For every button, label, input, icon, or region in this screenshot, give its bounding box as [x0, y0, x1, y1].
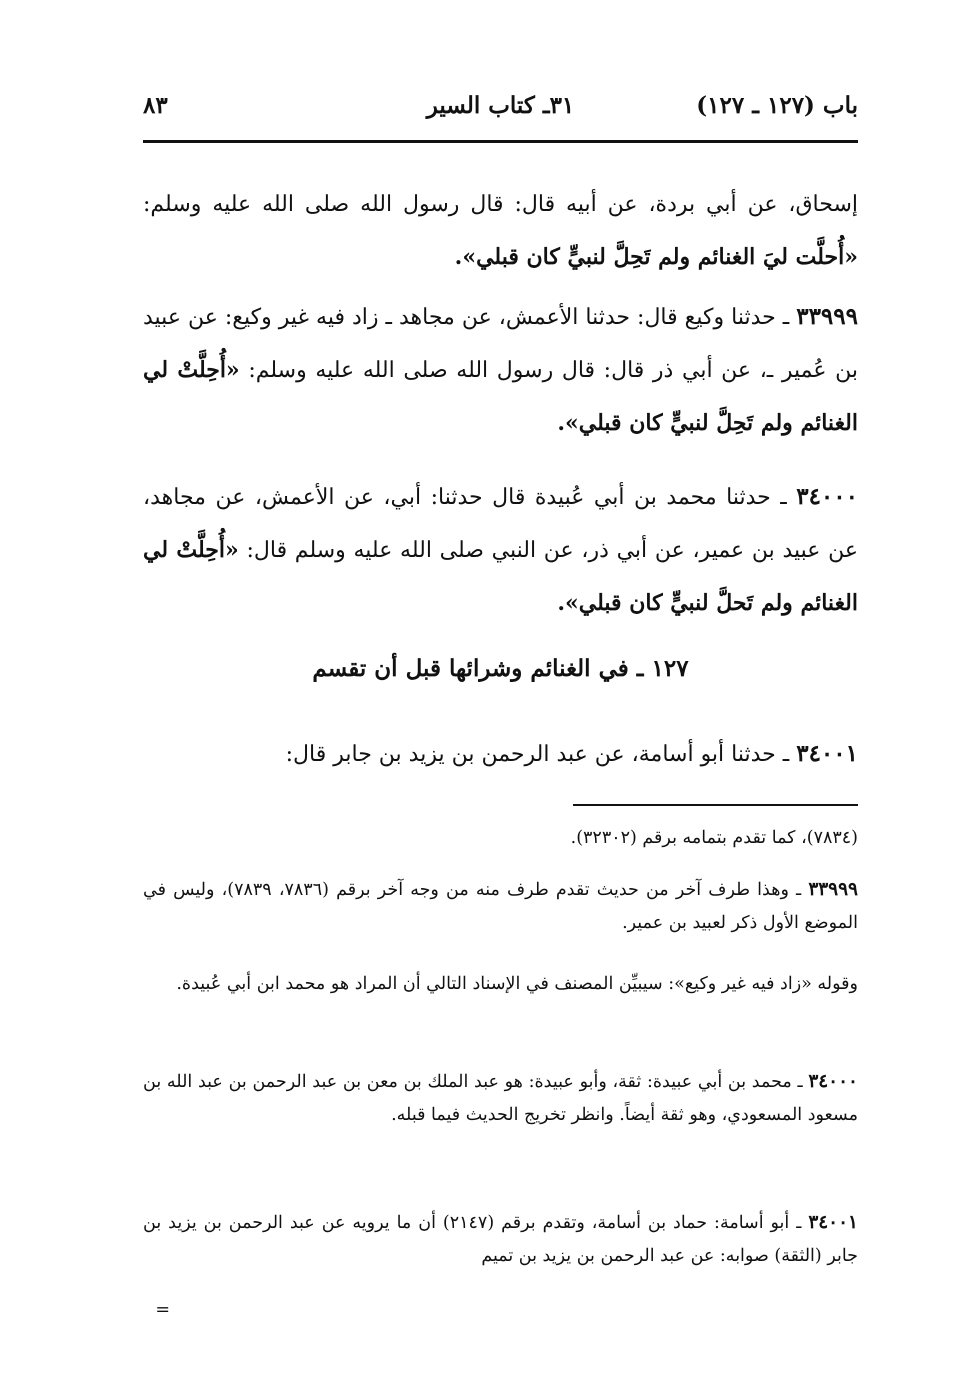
footnote-number: ٣٣٩٩٩	[808, 879, 858, 900]
footnote-text: ـ أبو أسامة: حماد بن أسامة، وتقدم برقم (٢١٤٧) أن ما يرويه عن عبد الرحمن بن يزيد بن جابر (الثقة) صوابه: عن عبد الرحمن بن يزيد بن تميم	[143, 1213, 858, 1266]
hadith-34000	[143, 470, 858, 630]
hadith-quote: «أُحِلَّتْ لي الغنائم ولم تَحِلَّ لنبيٍّ كان قبلي».	[143, 357, 858, 436]
chapter-range: باب (١٢٧ ـ ١٢٧)	[696, 92, 858, 119]
hadith-text: إسحاق، عن أبي بردة، عن أبيه قال: قال رسول الله صلى الله عليه وسلم:	[143, 192, 858, 217]
hadith-quote: «أُحلَّت ليَ الغنائم ولم تَحِلَّ لنبيٍّ كان قبلي».	[454, 244, 858, 270]
continuation-mark: =	[155, 1300, 170, 1320]
footnote-continued: (٧٨٣٤)، كما تقدم بتمامه برقم (٣٢٣٠٢).	[570, 828, 858, 848]
book-title: ٣١ـ كتاب السير	[426, 92, 575, 119]
page-header	[143, 92, 858, 132]
hadith-number: ٣٤٠٠٠	[796, 483, 858, 510]
hadith-text: ـ حدثنا محمد بن أبي عُبيدة قال حدثنا: أبي، عن الأعمش، عن مجاهد، عن عبيد بن عمير، عن أبي ذر، عن النبي صلى الله عليه وسلم قال:	[143, 485, 859, 563]
hadith-number: ٣٤٠٠١	[796, 740, 858, 767]
hadith-number: ٣٣٩٩٩	[796, 303, 858, 330]
footnote-comment: وقوله «زاد فيه غير وكيع»: سيبيِّن المصنف في الإسناد التالي أن المراد هو محمد ابن أبي عُبيدة.	[176, 974, 858, 994]
footnote-divider	[573, 804, 858, 806]
footnote-number: ٣٤٠٠٠	[808, 1071, 858, 1092]
page-number: ٨٣	[143, 92, 168, 119]
footnote-number: ٣٤٠٠١	[808, 1212, 858, 1233]
hadith-paragraph-1	[143, 178, 858, 284]
chapter-heading: ١٢٧ ـ في الغنائم وشرائها قبل أن تقسم	[312, 655, 689, 682]
hadith-text: ـ حدثنا وكيع قال: حدثنا الأعمش، عن مجاهد ـ زاد فيه غير وكيع: عن عبيد بن عُمير ـ، عن أبي ذر قال: قال رسول الله صلى الله عليه وسلم:	[143, 305, 858, 383]
footnote-34001	[143, 1206, 858, 1273]
hadith-34001	[143, 727, 858, 781]
hadith-33999	[143, 290, 858, 450]
footnote-text: ـ وهذا طرف آخر من حديث تقدم طرف منه من وجه آخر برقم (٧٨٣٦، ٧٨٣٩)، وليس في الموضع الأول ذكر لعبيد بن عمير.	[143, 880, 858, 933]
hadith-text: ـ حدثنا أبو أسامة، عن عبد الرحمن بن يزيد بن جابر قال:	[285, 742, 797, 767]
footnote-34000	[143, 1065, 858, 1132]
hadith-quote: «أُحِلَّتْ لي الغنائم ولم تَحلَّ لنبيٍّ كان قبلي».	[143, 537, 858, 616]
footnote-text: ـ محمد بن أبي عبيدة: ثقة، وأبو عبيدة: هو عبد الملك بن معن بن عبد الرحمن بن عبد الله بن مسعود المسعودي، وهو ثقة أيضاً. وانظر تخريج الحديث فيما قبله.	[143, 1072, 858, 1125]
header-divider	[143, 140, 858, 143]
footnote-33999	[143, 873, 858, 940]
